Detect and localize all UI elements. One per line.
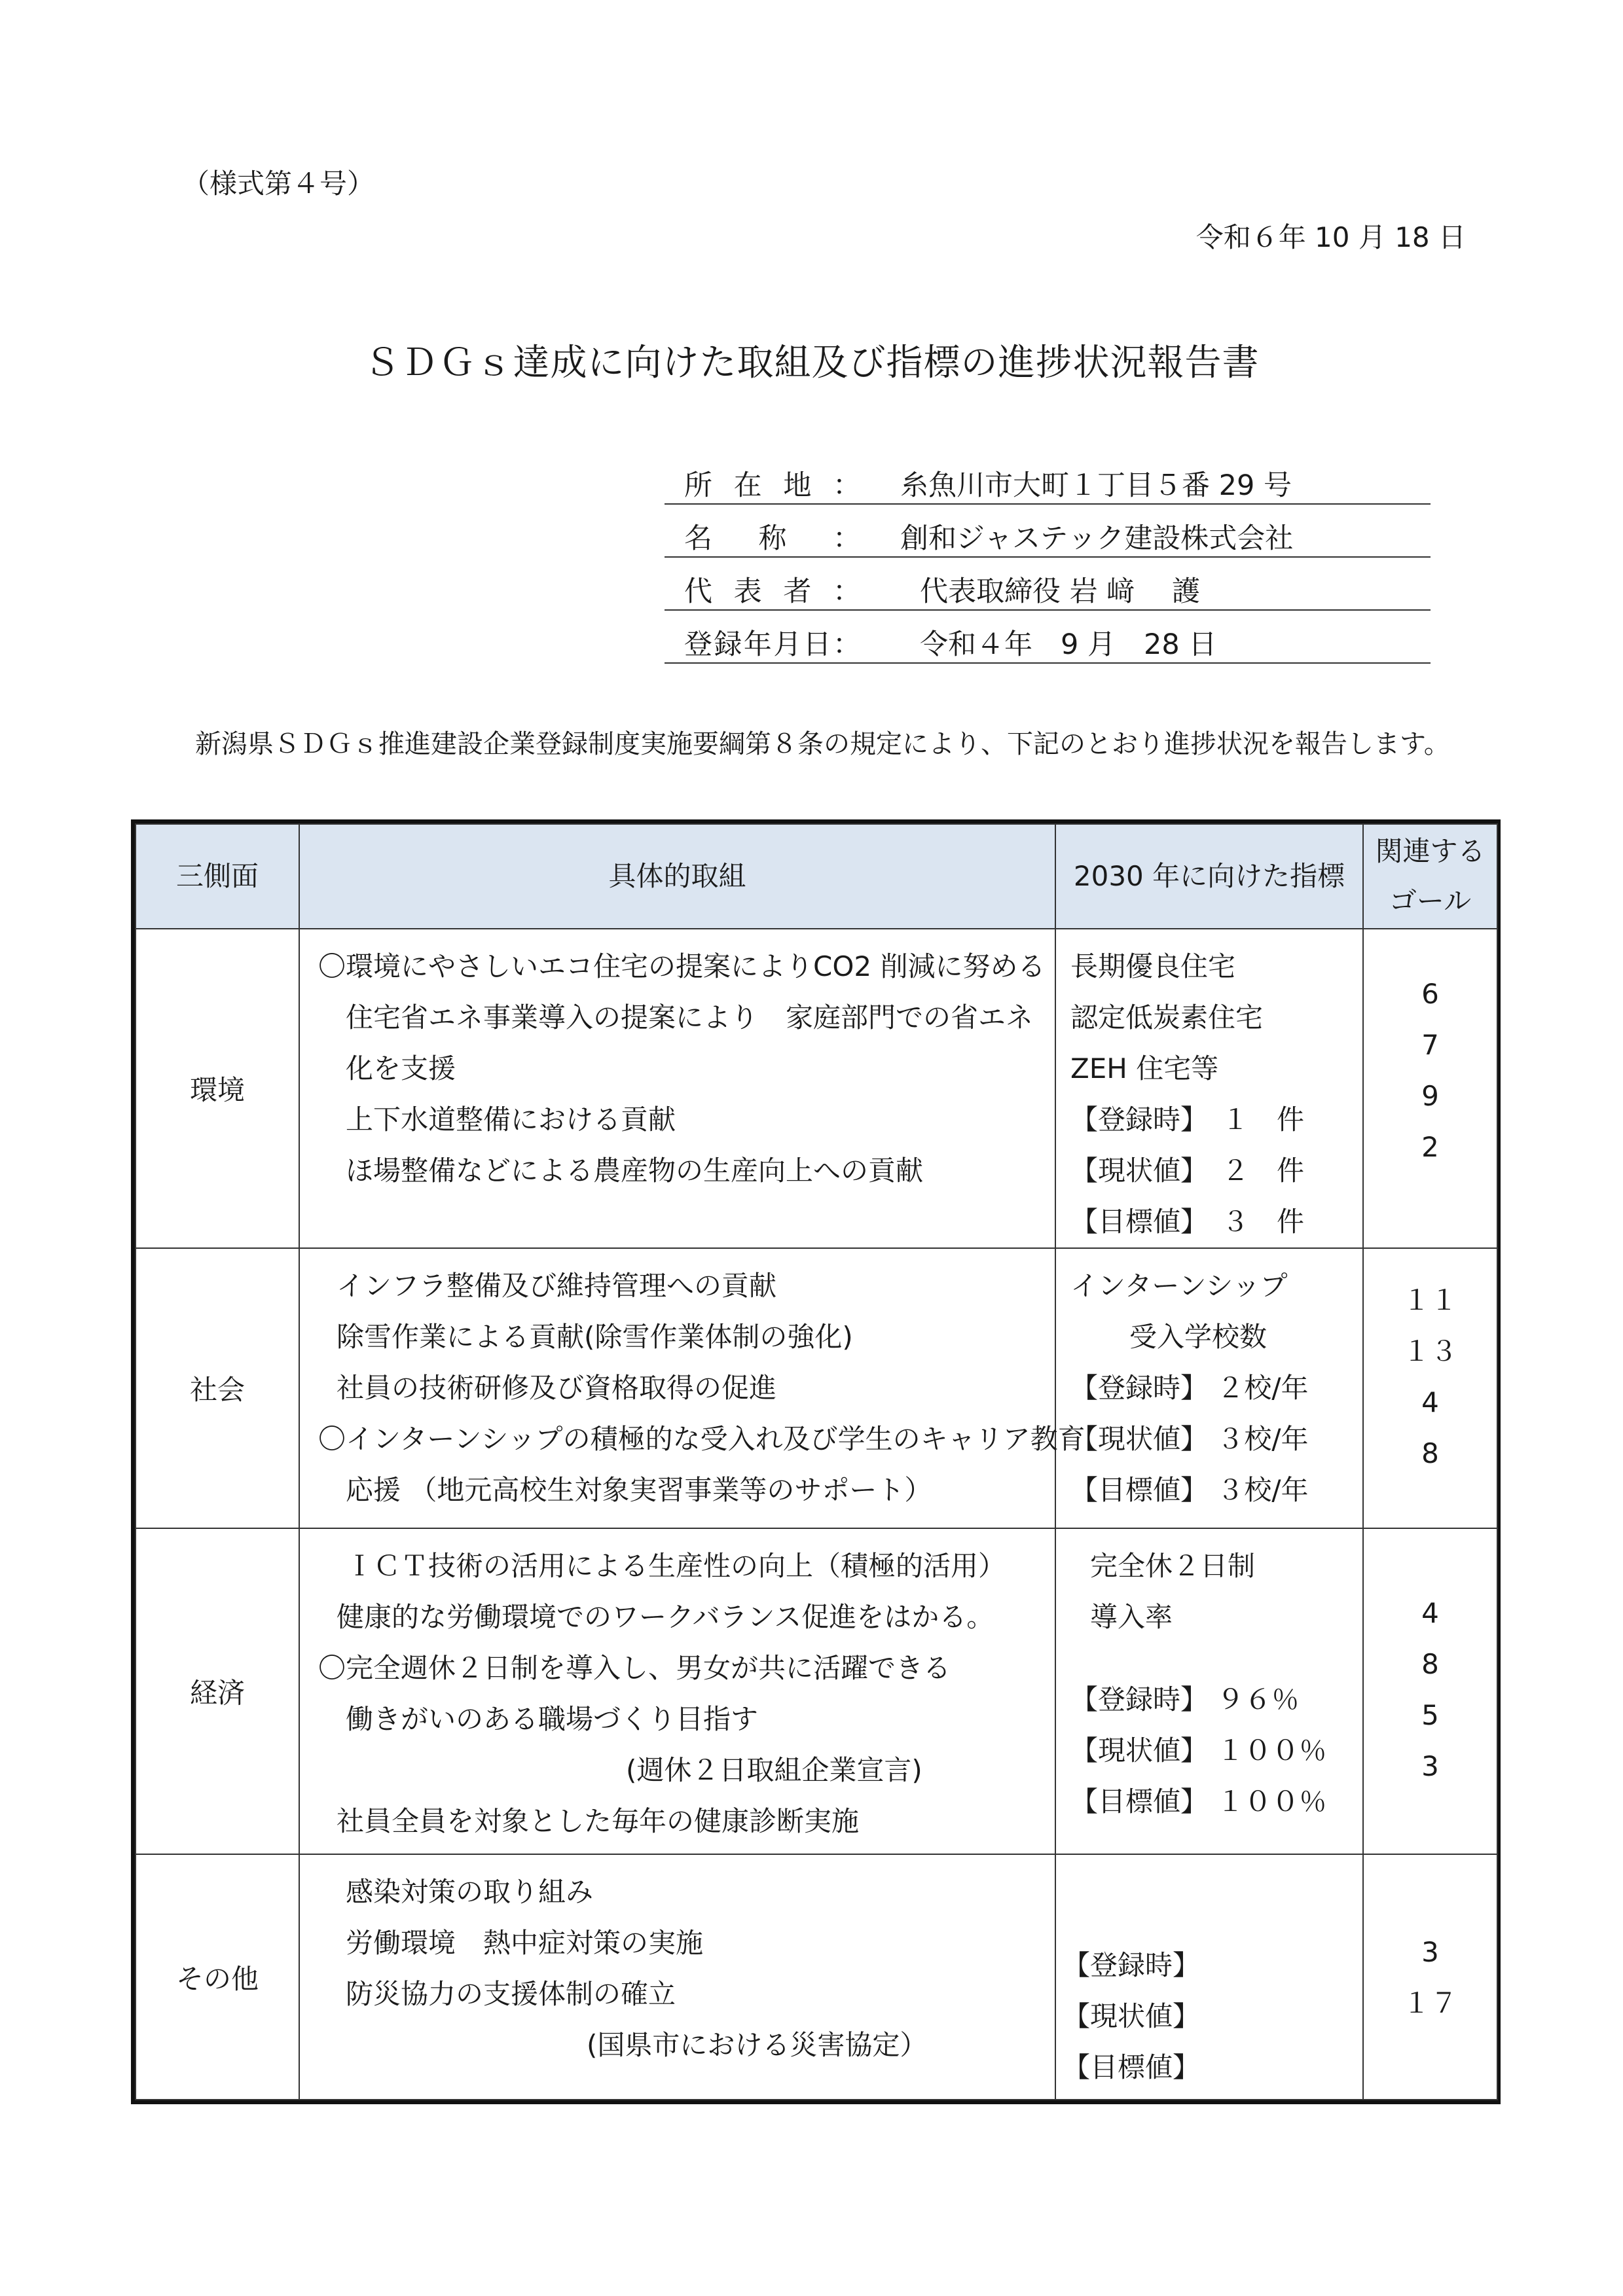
info-label: 所在地：: [684, 469, 861, 502]
indicator-line: 認定低炭素住宅: [1070, 1001, 1264, 1033]
goal-number: 2: [1421, 1131, 1439, 1163]
aspect-cell: 経済: [136, 1528, 299, 1854]
header-goal-line-2: ゴール: [1389, 885, 1472, 917]
indicator-line: 長期優良住宅: [1070, 950, 1236, 982]
effort-line: 〇環境にやさしいエコ住宅の提案によりCO2 削減に努める: [318, 950, 1046, 982]
table-row: [136, 1528, 1497, 1854]
efforts-cell: [299, 1528, 1055, 1854]
header-indicator: 2030 年に向けた指標: [1055, 824, 1363, 929]
effort-line: 社員の技術研修及び資格取得の促進: [337, 1372, 777, 1404]
goal-number: 8: [1421, 1437, 1439, 1469]
effort-line: 社員全員を対象とした毎年の健康診断実施: [337, 1805, 860, 1837]
effort-line: 健康的な労働環境でのワークバランス促進をはかる。: [337, 1601, 994, 1633]
indicator-line: 【目標値】: [1063, 2051, 1201, 2083]
info-value: 代表取締役 岩 﨑 護: [920, 575, 1201, 608]
goal-number: 3: [1421, 1750, 1439, 1782]
header-aspect: 三側面: [136, 824, 299, 929]
indicator-line: 【目標値】 １００％: [1070, 1785, 1327, 1818]
goal-number: 9: [1421, 1080, 1439, 1112]
header-efforts: 具体的取組: [299, 824, 1055, 929]
goal-number: １７: [1402, 1987, 1458, 2019]
goal-number: 4: [1421, 1386, 1439, 1418]
report-date: 令和６年 10 月 18 日: [1195, 221, 1466, 253]
intro-text: 新潟県ＳＤＧｓ推進建設企業登録制度実施要綱第８条の規定により、下記のとおり進捗状況を報告します。: [195, 729, 1450, 759]
goal-cell: [1363, 1528, 1497, 1854]
effort-line: 上下水道整備における貢献: [346, 1103, 676, 1136]
info-row-representative: [665, 558, 1431, 611]
goal-number: 8: [1421, 1648, 1439, 1680]
indicator-line: 【現状値】 ２ 件: [1070, 1155, 1305, 1187]
goal-cell: [1363, 929, 1497, 1248]
indicator-line: インターンシップ: [1070, 1270, 1288, 1302]
info-label: 名称：: [684, 522, 861, 555]
indicator-line: 完全休２日制: [1090, 1550, 1256, 1582]
info-label: 代表者：: [684, 575, 861, 608]
effort-line: 応援 （地元高校生対象実習事業等のサポート）: [346, 1474, 932, 1506]
table-row: [136, 1248, 1497, 1528]
info-value: 糸魚川市大町１丁目５番 29 号: [900, 469, 1292, 502]
form-number: （様式第４号）: [182, 168, 375, 200]
indicator-line: 【登録時】 １ 件: [1070, 1103, 1305, 1136]
indicator-line: 【登録時】: [1063, 1949, 1201, 1981]
info-value: 令和４年 9 月 28 日: [920, 628, 1217, 661]
goal-number: １３: [1402, 1335, 1458, 1367]
aspect-cell: その他: [136, 1854, 299, 2100]
table-row: [136, 929, 1497, 1248]
info-value: 創和ジャステック建設株式会社: [900, 522, 1294, 555]
efforts-cell: [299, 1248, 1085, 1528]
effort-line: 化を支援: [346, 1052, 456, 1085]
goal-cell: [1363, 1248, 1497, 1528]
effort-line: 労働環境 熱中症対策の実施: [346, 1927, 704, 1959]
table-row: [136, 1854, 1497, 2100]
indicator-cell: [1055, 929, 1363, 1248]
company-info: [665, 452, 1431, 664]
aspect-cell: 社会: [136, 1248, 299, 1528]
effort-line: 防災協力の支援体制の確立: [346, 1978, 676, 2010]
indicator-line: 【登録時】 ９６％: [1070, 1683, 1300, 1715]
table-header-row: [136, 824, 1497, 929]
effort-line: 〇完全週休２日制を導入し、男女が共に活躍できる: [318, 1652, 951, 1684]
effort-line: 感染対策の取り組み: [346, 1876, 594, 1908]
info-row-registration-date: [665, 611, 1431, 664]
header-goal-line-1: 関連する: [1375, 835, 1486, 867]
effort-line: 除雪作業による貢献(除雪作業体制の強化): [337, 1321, 853, 1353]
effort-line: 働きがいのある職場づくり目指す: [346, 1703, 759, 1735]
info-row-address: [665, 452, 1431, 505]
goal-number: 3: [1421, 1936, 1439, 1968]
indicator-line: 【現状値】 ３校/年: [1070, 1423, 1309, 1455]
indicator-line: 【登録時】 ２校/年: [1070, 1372, 1309, 1404]
indicator-cell: [1055, 1854, 1363, 2100]
goal-cell: [1363, 1854, 1497, 2100]
info-label: 登録年月日：: [684, 628, 861, 661]
indicator-line: 導入率: [1090, 1601, 1173, 1633]
effort-line: ＩＣＴ技術の活用による生産性の向上（積極的活用）: [346, 1550, 1006, 1582]
aspect-cell: 環境: [136, 929, 299, 1248]
indicator-cell: [1055, 1528, 1363, 1854]
goal-number: 7: [1421, 1029, 1439, 1061]
effort-line: インフラ整備及び維持管理への貢献: [337, 1270, 777, 1302]
document-title: ＳＤＧｓ達成に向けた取組及び指標の進捗状況報告書: [363, 342, 1260, 384]
indicator-line: 【現状値】 １００％: [1070, 1734, 1327, 1767]
effort-line: ほ場整備などによる農産物の生産向上への貢献: [346, 1155, 924, 1187]
indicator-line: ZEH 住宅等: [1070, 1052, 1219, 1085]
indicator-cell: [1055, 1248, 1363, 1528]
goal-number: 6: [1421, 978, 1439, 1010]
header-goal: [1363, 824, 1497, 929]
efforts-cell: [299, 929, 1055, 1248]
indicator-line: 【目標値】 ３ 件: [1070, 1206, 1305, 1238]
progress-table: [131, 819, 1501, 2104]
efforts-cell: [299, 1854, 1055, 2100]
indicator-line: 【目標値】 ３校/年: [1070, 1474, 1309, 1506]
indicator-line: 受入学校数: [1129, 1321, 1267, 1353]
indicator-line: 【現状値】: [1063, 2000, 1201, 2032]
effort-line: (国県市における災害協定）: [587, 2029, 928, 2061]
goal-number: １１: [1402, 1284, 1458, 1316]
info-row-name: [665, 505, 1431, 558]
goal-number: 4: [1421, 1597, 1439, 1629]
goal-number: 5: [1421, 1699, 1439, 1731]
effort-line: (週休２日取組企業宣言): [626, 1754, 922, 1786]
effort-line: 〇インターンシップの積極的な受入れ及び学生のキャリア教育: [318, 1423, 1085, 1455]
effort-line: 住宅省エネ事業導入の提案により 家庭部門での省エネ: [346, 1001, 1034, 1033]
